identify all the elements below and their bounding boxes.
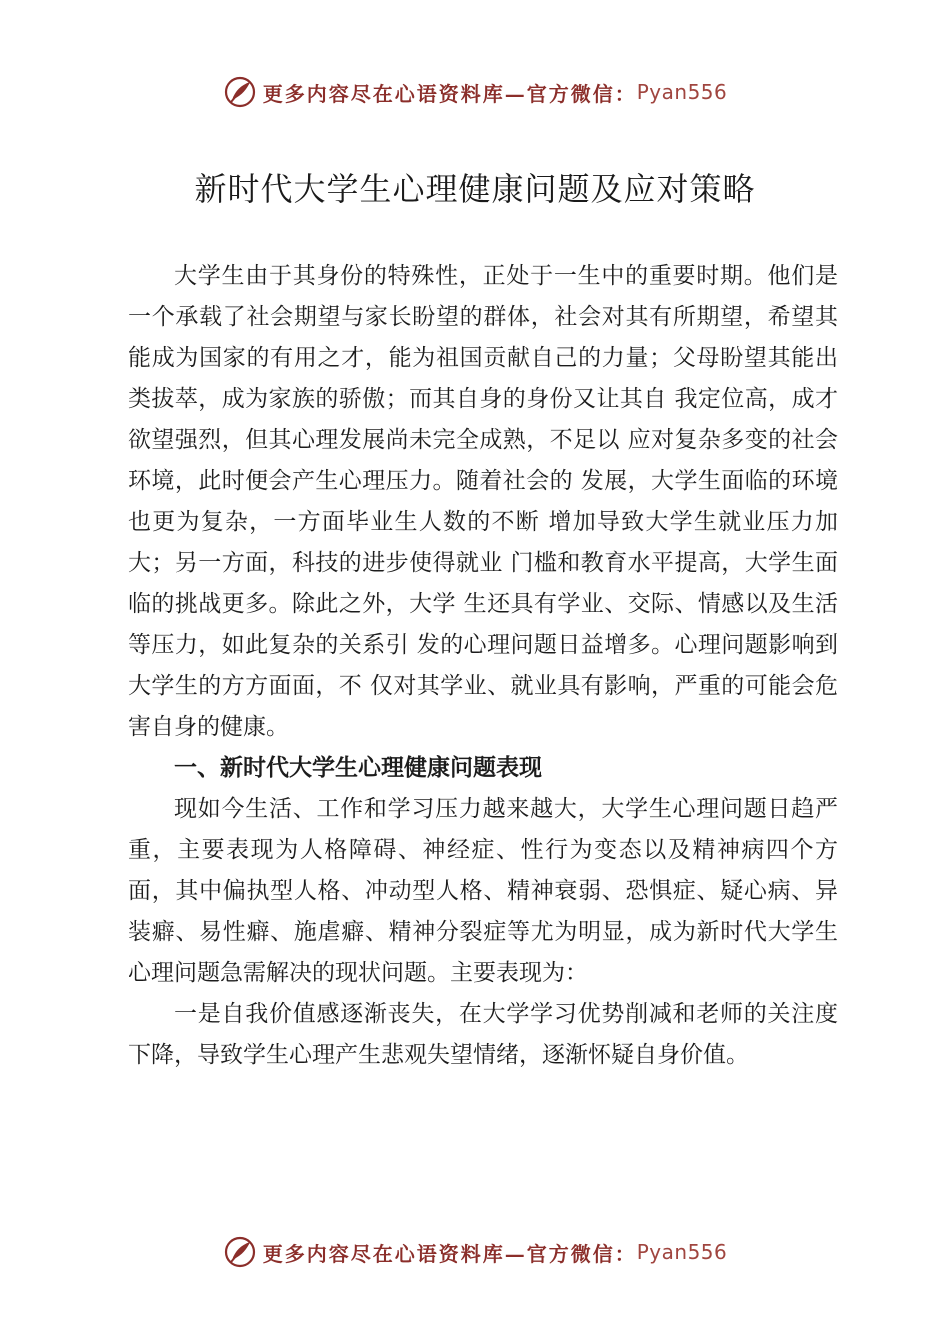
feather-pen-logo-icon (223, 75, 257, 109)
section-heading: 一、新时代大学生心理健康问题表现 (174, 755, 542, 781)
watermark-site-text: 更多内容尽在心语资料库—官方微信： (262, 81, 637, 106)
document-title: 新时代大学生心理健康问题及应对策略 (194, 170, 756, 208)
section-paragraph-2: 一是自我价值感逐渐丧失，在大学学习优势削减和老师的关注度下降，导致学生心理产生悲观失望情绪，逐渐怀疑自身价值。 (128, 1001, 838, 1068)
intro-paragraph: 大学生由于其身份的特殊性，正处于一生中的重要时期。他们是一个承载了社会期望与家长盼望的群体，社会对其有所期望，希望其能成为国家的有用之才，能为祖国贡献自己的力量；父母盼望其能出类拔萃，成为家族的骄傲；而其自身的身份又让其自 我定位高，成才欲望强烈，但其心理发展尚未完全成熟，不足以 应对复杂多变的社会环境，此时便会产生心理压力。随着社会的 发展，大学生面临的环境也更为复杂，一方面毕业生人数的不断 增加导致大学生就业压力加大；另一方面，科技的进步使得就业 门槛和教育水平提高，大学生面临的挑战更多。除此之外，大学 生还具有学业、交际、情感以及生活等压力，如此复杂的关系引 发的心理问题日益增多。心理问题影响到大学生的方方面面，不 仅对其学业、就业具有影响，严重的可能会危害自身的健康。 (128, 263, 838, 740)
watermark-wechat-id: Pyan556 (636, 1240, 728, 1264)
feather-pen-logo-icon (223, 1235, 257, 1269)
footer-watermark (0, 1230, 950, 1274)
watermark-site-text: 更多内容尽在心语资料库—官方微信： (262, 1241, 637, 1266)
header-watermark (0, 70, 950, 114)
section-paragraph-1: 现如今生活、工作和学习压力越来越大，大学生心理问题日趋严重，主要表现为人格障碍、神经症、性行为变态以及精神病四个方面，其中偏执型人格、冲动型人格、精神衰弱、恐惧症、疑心病、异装癖、易性癖、施虐癖、精神分裂症等尤为明显，成为新时代大学生心理问题急需解决的现状问题。主要表现为： (128, 796, 838, 986)
document-body (128, 256, 838, 1076)
watermark-wechat-id: Pyan556 (636, 80, 728, 104)
